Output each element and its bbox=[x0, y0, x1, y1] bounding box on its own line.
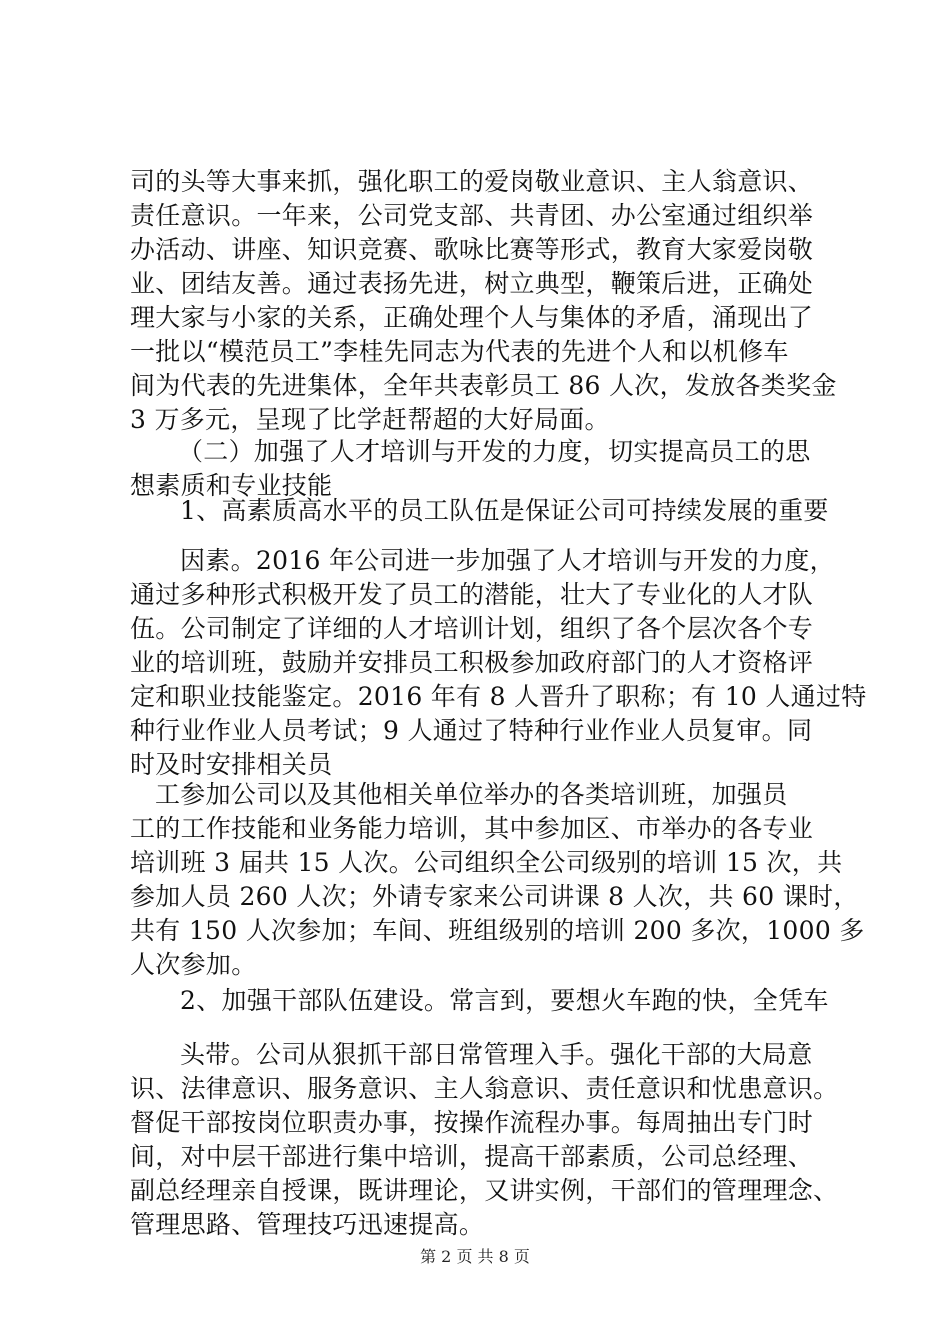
body-text-line: 责任意识。一年来，公司党支部、共青团、办公室通过组织举 bbox=[130, 201, 814, 230]
body-text-line: 1、高素质高水平的员工队伍是保证公司可持续发展的重要 bbox=[180, 496, 829, 525]
body-text-line: 业、团结友善。通过表扬先进，树立典型，鞭策后进，正确处 bbox=[130, 269, 814, 298]
body-text-line: 种行业作业人员考试；9 人通过了特种行业作业人员复审。同 bbox=[130, 716, 813, 745]
body-text-line: 参加人员 260 人次；外请专家来公司讲课 8 人次，共 60 课时， bbox=[130, 882, 859, 911]
body-text-line: 管理思路、管理技巧迅速提高。 bbox=[130, 1210, 485, 1239]
body-text-line: 定和职业技能鉴定。2016 年有 8 人晋升了职称；有 10 人通过特 bbox=[130, 682, 867, 711]
body-text-line: 理大家与小家的关系，正确处理个人与集体的矛盾，涌现出了 bbox=[130, 303, 814, 332]
body-text-line: 头带。公司从狠抓干部日常管理入手。强化干部的大局意 bbox=[180, 1040, 813, 1069]
body-text-line: 业的培训班，鼓励并安排员工积极参加政府部门的人才资格评 bbox=[130, 648, 814, 677]
body-text-line: 3 万多元，呈现了比学赶帮超的大好局面。 bbox=[130, 405, 610, 434]
body-text-line: 一批以“模范员工”李桂先同志为代表的先进个人和以机修车 bbox=[130, 337, 789, 366]
body-text-line: 通过多种形式积极开发了员工的潜能，壮大了专业化的人才队 bbox=[130, 580, 814, 609]
body-text-line: 司的头等大事来抓，强化职工的爱岗敬业意识、主人翁意识、 bbox=[130, 167, 814, 196]
body-text-line: 工的工作技能和业务能力培训，其中参加区、市举办的各专业 bbox=[130, 814, 814, 843]
body-text-line: 2、加强干部队伍建设。常言到，要想火车跑的快，全凭车 bbox=[180, 986, 829, 1015]
body-text-line: 间，对中层干部进行集中培训，提高干部素质，公司总经理、 bbox=[130, 1142, 814, 1171]
body-text-line: 办活动、讲座、知识竞赛、歌咏比赛等形式，教育大家爱岗敬 bbox=[130, 235, 814, 264]
body-text-line: 人次参加。 bbox=[130, 950, 257, 979]
body-text-line: 督促干部按岗位职责办事，按操作流程办事。每周抽出专门时 bbox=[130, 1108, 814, 1137]
body-text-line: 识、法律意识、服务意识、主人翁意识、责任意识和忧患意识。 bbox=[130, 1074, 839, 1103]
body-text-line: 副总经理亲自授课，既讲理论，又讲实例，干部们的管理理念、 bbox=[130, 1176, 839, 1205]
body-text-line: 共有 150 人次参加；车间、班组级别的培训 200 多次，1000 多 bbox=[130, 916, 865, 945]
body-text-line: 工参加公司以及其他相关单位举办的各类培训班，加强员 bbox=[155, 780, 788, 809]
section-heading-line: 想素质和专业技能 bbox=[130, 471, 333, 500]
body-text-line: 间为代表的先进集体，全年共表彰员工 86 人次，发放各类奖金 bbox=[130, 371, 837, 400]
body-text-line: 因素。2016 年公司进一步加强了人才培训与开发的力度， bbox=[180, 546, 835, 575]
page-number-footer: 第 2 页 共 8 页 bbox=[420, 1247, 530, 1266]
section-heading-line: （二）加强了人才培训与开发的力度，切实提高员工的思 bbox=[178, 437, 811, 466]
body-text-line: 伍。公司制定了详细的人才培训计划，组织了各个层次各个专 bbox=[130, 614, 814, 643]
body-text-line: 培训班 3 届共 15 人次。公司组织全公司级别的培训 15 次，共 bbox=[130, 848, 843, 877]
body-text-line: 时及时安排相关员 bbox=[130, 750, 333, 779]
